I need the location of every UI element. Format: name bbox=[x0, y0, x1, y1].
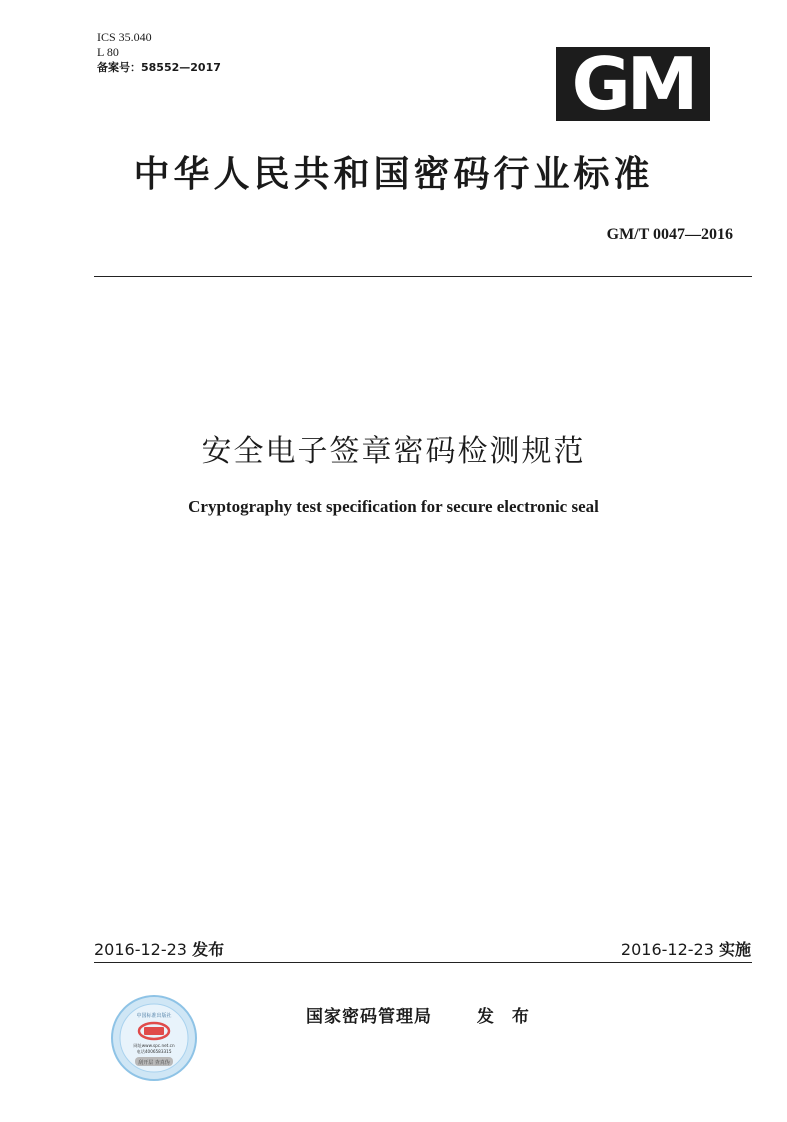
document-title-en: Cryptography test specification for secure electronic seal bbox=[188, 497, 599, 516]
gm-logo: GM bbox=[556, 47, 710, 121]
document-title-cn: 安全电子签章密码检测规范 bbox=[201, 434, 586, 469]
seal-note: 刮开层 查真伪 bbox=[138, 1060, 170, 1066]
bottom-divider bbox=[94, 962, 752, 963]
release-date bbox=[94, 937, 224, 960]
issuer-action: 发 布 bbox=[476, 1007, 535, 1027]
seal-brand: 中国标准出版社 bbox=[136, 1013, 172, 1019]
effective-label: 实施 bbox=[718, 940, 751, 959]
release-date-value: 2016-12-23 bbox=[94, 940, 187, 959]
effective-date-value: 2016-12-23 bbox=[620, 940, 714, 959]
standard-code: GM/T 0047—2016 bbox=[606, 226, 733, 243]
issuer-line bbox=[306, 1002, 535, 1027]
seal-site: 网址www.spc.net.cn bbox=[133, 1043, 175, 1048]
top-divider bbox=[94, 276, 752, 277]
seal-phone: 电话4006583315 bbox=[136, 1049, 172, 1054]
release-label: 发布 bbox=[192, 940, 225, 959]
effective-date bbox=[621, 937, 751, 960]
standard-category-title: 中华人民共和国密码行业标准 bbox=[133, 154, 654, 195]
classification-block bbox=[97, 30, 221, 75]
issuer-name: 国家密码管理局 bbox=[306, 1007, 432, 1027]
anti-counterfeit-seal-icon bbox=[111, 995, 197, 1081]
ics-code: ICS 35.040 bbox=[97, 30, 152, 44]
filing-number: 备案号：58552—2017 bbox=[97, 61, 221, 74]
ccs-code: L 80 bbox=[97, 45, 119, 59]
